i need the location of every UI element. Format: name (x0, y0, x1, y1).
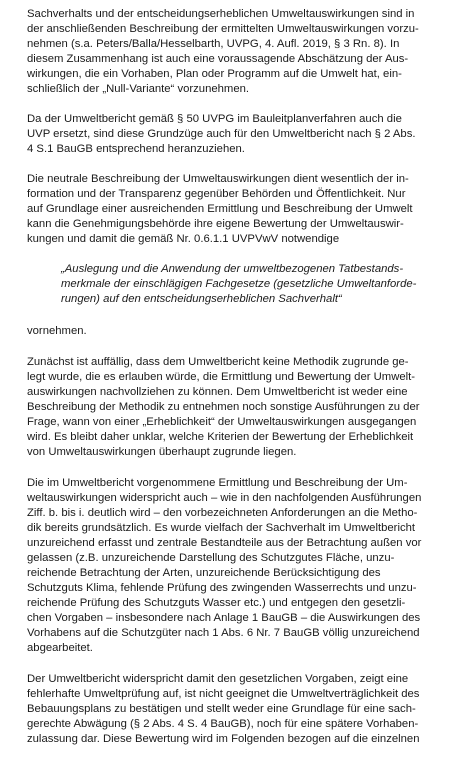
text-line: Der Umweltbericht widerspricht damit den gesetzlichen Vorgaben, zeigt eine (27, 673, 409, 685)
text-line: UVP ersetzt, sind diese Grundzüge auch für den Umweltbericht nach § 2 Abs. (27, 128, 416, 140)
text-line: Ziff. b. bis i. deutlich wird – den vorbezeichneten Anforderungen an die Metho- (27, 507, 418, 519)
text-line: Zunächst ist auffällig, dass dem Umweltbericht keine Methodik zugrunde ge- (27, 356, 409, 368)
text-line: reichende Prüfung des Schutzguts Wasser etc.) und entgegen den gesetzli- (27, 597, 406, 609)
text-line: legt wurde, die es erlauben würde, die Ermittlung und Bewertung der Umwelt- (27, 371, 416, 383)
text-line: wird. Es bleibt daher unklar, welche Kriterien der Bewertung der Erheblichkeit (27, 431, 414, 443)
text-line: nehmen (s.a. Peters/Balla/Hesselbarth, UVPG, 4. Aufl. 2019, § 3 Rn. 8). In (27, 38, 400, 50)
text-line: Sachverhalts und der entscheidungserheblichen Umweltauswirkungen sind in (27, 8, 415, 20)
text-line: formation und der Transparenz gegenüber Behörden und Öffentlichkeit. Nur (27, 188, 406, 200)
text-line: diesem Zusammenhang ist auch eine voraussagende Abschätzung der Aus- (27, 53, 409, 65)
text-line: Die im Umweltbericht vorgenommene Ermittlung und Beschreibung der Um- (27, 477, 408, 489)
text-line: auswirkungen nachvollziehen zu können. Dem Umweltbericht ist weder eine (27, 386, 408, 398)
text-line: abgearbeitet. (27, 642, 93, 654)
quote-line: rungen) auf den entscheidungserheblichen Sachverhalt“ (61, 293, 342, 305)
text-line: 4 S.1 BauGB entsprechend heranzuziehen. (27, 143, 245, 155)
text-line: Die neutrale Beschreibung der Umweltauswirkungen dient wesentlich der in- (27, 173, 409, 185)
text-line: auf Grundlage einer ausreichenden Ermittlung und Beschreibung der Umwelt (27, 203, 413, 215)
text-line: Frage, wann von einer „Erheblichkeit“ der Umweltauswirkungen ausgegangen (27, 416, 417, 428)
text-line: von Umweltauswirkungen überhaupt zugrunde liegen. (27, 446, 297, 458)
text-line: chen Vorgaben – insbesondere nach Anlage 1 BauGB – die Auswirkungen des (27, 612, 421, 624)
text-line: kann die Genehmigungsbehörde ihre eigene Bewertung der Umweltauswir- (27, 218, 404, 230)
quote-line: „Auslegung und die Anwendung der umweltbezogenen Tatbestands- (61, 263, 404, 275)
text-line: wirkungen, die ein Vorhaben, Plan oder Programm auf die Umwelt hat, ein- (27, 68, 402, 80)
text-line: Bebauungsplans zu bestätigen und stellt weder eine Grundlage für eine sach- (27, 703, 416, 715)
text-line: Da der Umweltbericht gemäß § 50 UVPG im Bauleitplanverfahren auch die (27, 113, 402, 125)
text-line: Schutzguts Klima, fehlende Prüfung des zwingenden Wasserrechts und unzu- (27, 582, 417, 594)
quote-line: merkmale der einschlägigen Fachgesetze (gesetzliche Umweltanforde- (61, 278, 417, 290)
text-line: schließlich der „Null-Variante“ vorzunehmen. (27, 83, 250, 95)
text-line: Beschreibung der Methodik zu entnehmen noch sonstige Ausführungen zu der (27, 401, 420, 413)
text-line: der anschließenden Beschreibung der ermittelten Umweltauswirkungen vorzu- (27, 23, 419, 35)
text-line: weltauswirkungen widerspricht auch – wie in den nachfolgenden Ausführungen (27, 492, 422, 504)
text-line: dik bereits grundsätzlich. Es wurde vielfach der Sachverhalt im Umweltbericht (27, 522, 416, 534)
text-line: reichende Betrachtung der Arten, unzureichende Berücksichtigung des (27, 567, 381, 579)
text-line: fehlerhafte Umweltprüfung auf, ist nicht geeignet die Umweltverträglichkeit des (27, 688, 420, 700)
text-line: gerechte Abwägung (§ 2 Abs. 4 S. 4 BauGB), noch für eine spätere Vorhaben- (27, 718, 419, 730)
text-line: Vorhabens auf die Schutzgüter nach 1 Abs. 6 Nr. 7 BauGB völlig unzureichend (27, 627, 420, 639)
text-line: zulassung dar. Diese Bewertung wird im Folgenden bezogen auf die einzelnen (27, 733, 420, 745)
text-line: kungen und damit die gemäß Nr. 0.6.1.1 UVPVwV notwendige (27, 233, 340, 245)
text-line: unzureichend erfasst und zentrale Bestandteile aus der Betrachtung außen vor (27, 537, 422, 549)
text-line: gelassen (z.B. unzureichende Darstellung des Schutzgutes Fläche, unzu- (27, 552, 395, 564)
text-line: vornehmen. (27, 325, 87, 337)
